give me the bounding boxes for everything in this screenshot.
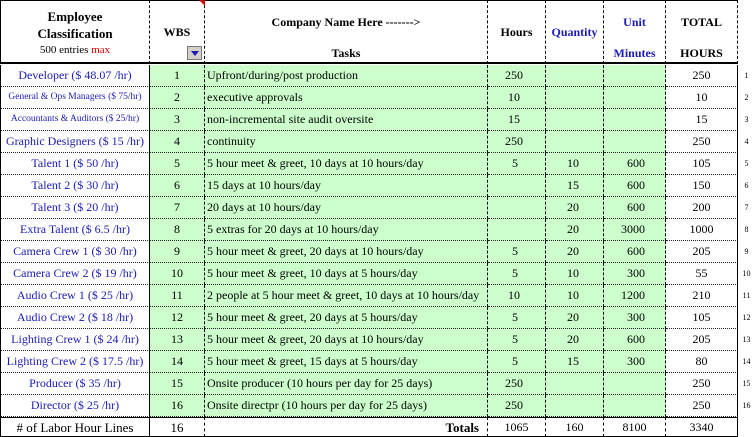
- total-hours-cell[interactable]: 15: [666, 109, 738, 131]
- totals-row: [0, 417, 755, 437]
- task-cell[interactable]: 15 days at 10 hours/day: [205, 175, 488, 197]
- task-cell[interactable]: Upfront/during/post production: [205, 65, 488, 87]
- employee-cell[interactable]: Accountants & Auditors ($ 25/hr): [0, 109, 150, 131]
- wbs-cell[interactable]: 2: [150, 87, 205, 109]
- wbs-cell[interactable]: 13: [150, 329, 205, 351]
- wbs-cell[interactable]: 5: [150, 153, 205, 175]
- hours-cell[interactable]: [488, 373, 546, 395]
- unit-minutes-cell[interactable]: [604, 65, 666, 87]
- hours-cell[interactable]: [488, 87, 546, 109]
- wbs-cell[interactable]: 3: [150, 109, 205, 131]
- total-hours-cell[interactable]: 250: [666, 373, 738, 395]
- task-cell[interactable]: 5 hour meet & greet, 20 days at 5 hours/day: [205, 307, 488, 329]
- quantity-cell[interactable]: [546, 109, 604, 131]
- total-hours-cell[interactable]: 210: [666, 285, 738, 307]
- row-number: 5: [744, 159, 749, 168]
- quantity-cell[interactable]: 20: [546, 307, 604, 329]
- table-row: [0, 109, 755, 131]
- header-hours-label2: HOURS: [680, 46, 723, 60]
- unit-minutes-cell[interactable]: [604, 373, 666, 395]
- hours-cell[interactable]: [488, 395, 546, 417]
- total-hours-cell[interactable]: 1000: [666, 219, 738, 241]
- total-quantity-sum[interactable]: 160: [546, 417, 604, 437]
- hours-cell[interactable]: [488, 175, 546, 197]
- hours-cell[interactable]: [488, 263, 546, 285]
- hours-cell[interactable]: [488, 285, 546, 307]
- row-number: 3: [744, 115, 749, 124]
- header-total-hours[interactable]: [666, 0, 738, 64]
- wbs-cell[interactable]: 9: [150, 241, 205, 263]
- header-hours[interactable]: [488, 0, 546, 64]
- task-cell[interactable]: 5 hour meet & greet, 20 days at 10 hours/day: [205, 241, 488, 263]
- row-number: 10: [742, 269, 751, 278]
- task-cell[interactable]: 5 hour meet & greet, 15 days at 5 hours/day: [205, 351, 488, 373]
- entries-max-label: max: [91, 44, 111, 56]
- employee-cell[interactable]: Camera Crew 1 ($ 30 /hr): [0, 241, 150, 263]
- header-tasks[interactable]: [205, 0, 488, 64]
- employee-cell[interactable]: Director ($ 25 /hr): [0, 395, 150, 417]
- filter-dropdown-button[interactable]: [187, 46, 202, 60]
- hours-cell[interactable]: [488, 307, 546, 329]
- quantity-cell[interactable]: 15: [546, 351, 604, 373]
- header-unit-label: Unit: [623, 15, 646, 29]
- totals-label[interactable]: Totals: [205, 417, 488, 437]
- unit-minutes-cell[interactable]: [604, 87, 666, 109]
- unit-minutes-cell[interactable]: [604, 131, 666, 153]
- row-number: 16: [742, 401, 751, 410]
- table-row: [0, 241, 755, 263]
- hours-cell[interactable]: [488, 197, 546, 219]
- task-cell[interactable]: 5 hour meet & greet, 10 days at 10 hours/day: [205, 153, 488, 175]
- quantity-cell[interactable]: [546, 87, 604, 109]
- task-cell[interactable]: non-incremental site audit oversite: [205, 109, 488, 131]
- row-number: 12: [742, 313, 751, 322]
- labor-lines-count[interactable]: 16: [150, 417, 205, 437]
- unit-minutes-cell[interactable]: 300: [604, 351, 666, 373]
- wbs-cell[interactable]: 16: [150, 395, 205, 417]
- table-row: [0, 395, 755, 417]
- quantity-cell[interactable]: 20: [546, 219, 604, 241]
- employee-cell[interactable]: Lighting Crew 2 ($ 17.5 /hr): [0, 351, 150, 373]
- hours-value: 5: [512, 266, 518, 280]
- table-row: [0, 307, 755, 329]
- total-hours-cell[interactable]: 80: [666, 351, 738, 373]
- quantity-cell[interactable]: 20: [546, 241, 604, 263]
- hours-value: 15: [508, 112, 520, 126]
- quantity-cell[interactable]: 20: [546, 197, 604, 219]
- employee-cell[interactable]: Graphic Designers ($ 15 /hr): [0, 131, 150, 153]
- table-row: [0, 131, 755, 153]
- employee-cell[interactable]: Audio Crew 2 ($ 18 /hr): [0, 307, 150, 329]
- hours-value: 5: [512, 332, 518, 346]
- quantity-cell[interactable]: 10: [546, 263, 604, 285]
- table-row: [0, 197, 755, 219]
- header-hours-label: Hours: [500, 25, 533, 39]
- wbs-cell[interactable]: 1: [150, 65, 205, 87]
- employee-cell[interactable]: Extra Talent ($ 6.5 /hr): [0, 219, 150, 241]
- wbs-cell[interactable]: 11: [150, 285, 205, 307]
- employee-cell[interactable]: Talent 2 ($ 30 /hr): [0, 175, 150, 197]
- header-unit-minutes[interactable]: [604, 0, 666, 64]
- row-number: 15: [742, 379, 751, 388]
- hours-cell[interactable]: [488, 131, 546, 153]
- header-company-name: Company Name Here ------->: [271, 15, 421, 29]
- employee-cell[interactable]: Talent 1 ($ 50 /hr): [0, 153, 150, 175]
- header-quantity[interactable]: [546, 0, 604, 64]
- entries-label: 500 entries: [39, 44, 89, 56]
- quantity-cell[interactable]: [546, 65, 604, 87]
- employee-cell[interactable]: Developer ($ 48.07 /hr): [0, 65, 150, 87]
- quantity-cell[interactable]: 20: [546, 329, 604, 351]
- unit-minutes-cell[interactable]: 600: [604, 175, 666, 197]
- header-entries-note: [1, 44, 149, 56]
- total-hours-cell[interactable]: 205: [666, 329, 738, 351]
- task-cell[interactable]: continuity: [205, 131, 488, 153]
- hours-cell[interactable]: [488, 329, 546, 351]
- employee-cell[interactable]: Lighting Crew 1 ($ 24 /hr): [0, 329, 150, 351]
- task-cell[interactable]: Onsite producer (10 hours per day for 25 days): [205, 373, 488, 395]
- task-cell[interactable]: 5 extras for 20 days at 10 hours/day: [205, 219, 488, 241]
- unit-minutes-cell[interactable]: 300: [604, 263, 666, 285]
- row-number: 8: [744, 225, 749, 234]
- quantity-cell[interactable]: 15: [546, 175, 604, 197]
- task-cell[interactable]: 2 people at 5 hour meet & greet, 10 days at 10 hours/day: [205, 285, 488, 307]
- total-hours-cell[interactable]: 250: [666, 131, 738, 153]
- task-cell[interactable]: executive approvals: [205, 87, 488, 109]
- header-employee-classification[interactable]: [0, 0, 150, 64]
- table-row: [0, 153, 755, 175]
- table-body: [0, 65, 755, 417]
- total-hours-cell[interactable]: 105: [666, 153, 738, 175]
- employee-cell[interactable]: Talent 3 ($ 20 /hr): [0, 197, 150, 219]
- row-number: 11: [742, 291, 751, 300]
- employee-cell[interactable]: Camera Crew 2 ($ 19 /hr): [0, 263, 150, 285]
- header-employee-line2: Classification: [37, 26, 113, 41]
- wbs-cell[interactable]: 4: [150, 131, 205, 153]
- total-hours-cell[interactable]: 200: [666, 197, 738, 219]
- hours-cell[interactable]: [488, 153, 546, 175]
- hours-value: 250: [505, 398, 523, 412]
- hours-cell[interactable]: [488, 109, 546, 131]
- unit-minutes-cell[interactable]: 600: [604, 153, 666, 175]
- hours-value: 250: [505, 376, 523, 390]
- hours-cell[interactable]: [488, 351, 546, 373]
- total-hours-sum[interactable]: 1065: [488, 417, 546, 437]
- header-wbs-label: WBS: [163, 25, 191, 39]
- employee-cell[interactable]: Audio Crew 1 ($ 25 /hr): [0, 285, 150, 307]
- hours-value: 5: [512, 310, 518, 324]
- hours-value: 10: [508, 288, 520, 302]
- wbs-cell[interactable]: 8: [150, 219, 205, 241]
- task-cell[interactable]: Onsite directpr (10 hours per day for 25 days): [205, 395, 488, 417]
- quantity-cell[interactable]: [546, 395, 604, 417]
- table-row: [0, 65, 755, 87]
- hours-value: 10: [508, 90, 520, 104]
- chevron-down-icon: [191, 51, 199, 56]
- table-row: [0, 263, 755, 285]
- total-hours-cell[interactable]: 250: [666, 395, 738, 417]
- header-tasks-label: Tasks: [331, 46, 361, 60]
- total-hours-cell[interactable]: 150: [666, 175, 738, 197]
- quantity-cell[interactable]: [546, 131, 604, 153]
- unit-minutes-cell[interactable]: 600: [604, 197, 666, 219]
- employee-cell[interactable]: General & Ops Managers ($ 75/hr): [0, 87, 150, 109]
- quantity-cell[interactable]: 10: [546, 153, 604, 175]
- unit-minutes-cell[interactable]: 3000: [604, 219, 666, 241]
- unit-minutes-cell[interactable]: 600: [604, 241, 666, 263]
- unit-minutes-cell[interactable]: 1200: [604, 285, 666, 307]
- wbs-cell[interactable]: 14: [150, 351, 205, 373]
- row-number: 4: [744, 137, 749, 146]
- header-minutes-label: Minutes: [613, 46, 656, 60]
- row-number: 14: [742, 357, 751, 366]
- wbs-cell[interactable]: 7: [150, 197, 205, 219]
- quantity-cell[interactable]: [546, 373, 604, 395]
- row-number: 9: [744, 247, 749, 256]
- hours-value: 250: [505, 134, 523, 148]
- row-number: 13: [742, 335, 751, 344]
- labor-lines-label[interactable]: # of Labor Hour Lines: [0, 417, 150, 437]
- unit-minutes-cell[interactable]: 300: [604, 307, 666, 329]
- grand-total-hours[interactable]: 3340: [666, 417, 738, 437]
- task-cell[interactable]: 5 hour meet & greet, 20 days at 10 hours/day: [205, 329, 488, 351]
- row-number: 6: [744, 181, 749, 190]
- unit-minutes-cell[interactable]: [604, 395, 666, 417]
- table-row: [0, 87, 755, 109]
- employee-cell[interactable]: Producer ($ 35 /hr): [0, 373, 150, 395]
- total-hours-cell[interactable]: 205: [666, 241, 738, 263]
- total-hours-cell[interactable]: 55: [666, 263, 738, 285]
- table-row: [0, 175, 755, 197]
- unit-minutes-cell[interactable]: [604, 109, 666, 131]
- header-employee-line1: Employee: [47, 9, 103, 24]
- quantity-cell[interactable]: 10: [546, 285, 604, 307]
- wbs-cell[interactable]: 15: [150, 373, 205, 395]
- task-cell[interactable]: 20 days at 10 hours/day: [205, 197, 488, 219]
- row-number: 2: [744, 93, 749, 102]
- total-unit-minutes-sum[interactable]: 8100: [604, 417, 666, 437]
- header-wbs[interactable]: [150, 0, 205, 64]
- total-hours-cell[interactable]: 105: [666, 307, 738, 329]
- task-cell[interactable]: 5 hour meet & greet, 10 days at 5 hours/day: [205, 263, 488, 285]
- table-row: [0, 351, 755, 373]
- row-number: 7: [744, 203, 749, 212]
- hours-value: 5: [512, 354, 518, 368]
- hours-value: 5: [512, 244, 518, 258]
- hours-value: 250: [505, 68, 523, 82]
- hours-cell[interactable]: [488, 241, 546, 263]
- table-row: [0, 219, 755, 241]
- wbs-cell[interactable]: 6: [150, 175, 205, 197]
- total-hours-cell[interactable]: 250: [666, 65, 738, 87]
- table-row: [0, 285, 755, 307]
- table-row: [0, 373, 755, 395]
- table-row: [0, 329, 755, 351]
- hours-cell[interactable]: [488, 65, 546, 87]
- wbs-cell[interactable]: 12: [150, 307, 205, 329]
- header-quantity-label: Quantity: [551, 25, 598, 39]
- row-number: 1: [744, 71, 749, 80]
- hours-cell[interactable]: [488, 219, 546, 241]
- unit-minutes-cell[interactable]: 600: [604, 329, 666, 351]
- wbs-cell[interactable]: 10: [150, 263, 205, 285]
- hours-value: 5: [512, 156, 518, 170]
- total-hours-cell[interactable]: 10: [666, 87, 738, 109]
- header-total-label: TOTAL: [681, 15, 722, 29]
